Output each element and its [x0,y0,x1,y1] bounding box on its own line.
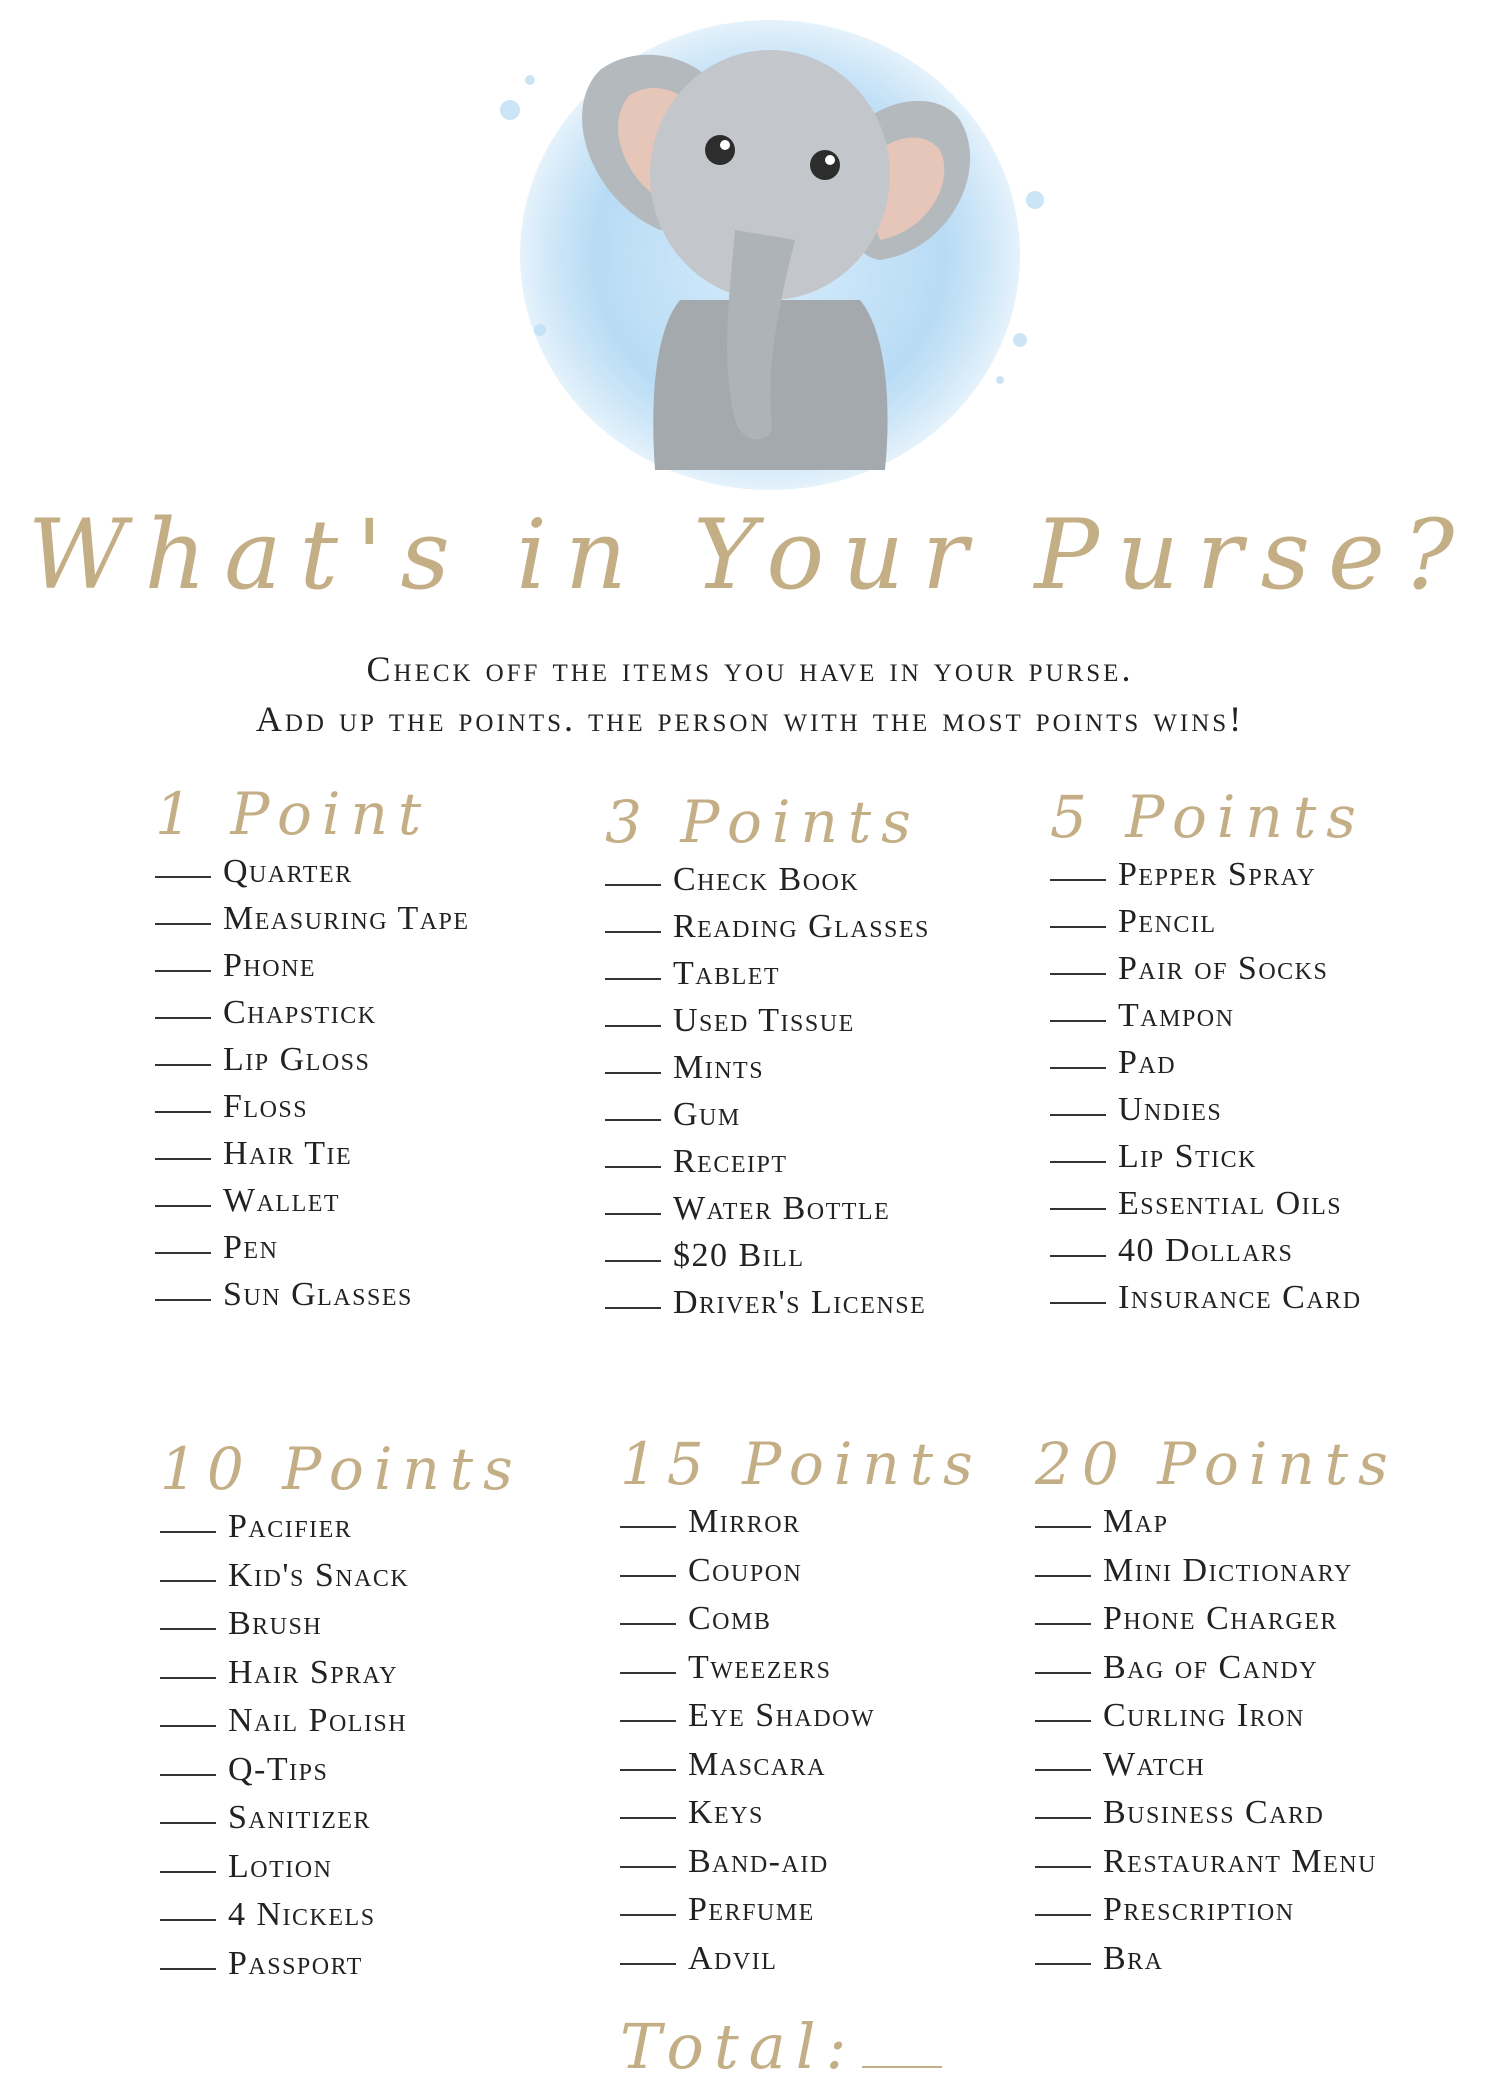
item-label: Essential Oils [1118,1185,1343,1222]
item-label: Gum [673,1096,741,1133]
item-label: Lip Gloss [223,1041,371,1078]
list-item[interactable] [620,1891,983,1940]
list-item[interactable] [155,1135,470,1182]
list-item[interactable] [620,1552,983,1601]
list-item[interactable] [1050,997,1366,1044]
checkbox-blank[interactable] [1035,1914,1091,1916]
list-item[interactable] [1035,1552,1398,1601]
checkbox-blank[interactable] [160,1628,216,1630]
checkbox-blank[interactable] [1050,879,1106,881]
item-label: Pair of Socks [1118,950,1329,987]
checkbox-blank[interactable] [620,1914,676,1916]
checkbox-blank[interactable] [160,1968,216,1970]
checkbox-blank[interactable] [160,1822,216,1824]
list-item[interactable] [620,1503,983,1552]
column-heading: 10 Points [160,1435,523,1503]
checkbox-blank[interactable] [160,1725,216,1727]
checkbox-blank[interactable] [605,1260,661,1262]
checkbox-blank[interactable] [605,884,661,886]
item-label: Mints [673,1049,765,1086]
item-label: Watch [1103,1745,1206,1783]
checkbox-blank[interactable] [1050,1067,1106,1069]
checkbox-blank[interactable] [155,1158,211,1160]
item-label: Business Card [1103,1794,1325,1831]
list-item[interactable] [155,900,470,947]
list-item[interactable] [1035,1600,1398,1649]
checkbox-blank[interactable] [155,923,211,925]
list-item[interactable] [620,1649,983,1698]
item-label: Brush [228,1605,323,1642]
list-item[interactable] [1050,950,1366,997]
list-item[interactable] [605,1237,930,1284]
instruction-line: Add up the points. the person with the most points wins! [255,699,1245,739]
points-column-1 [155,775,470,1323]
column-heading: 3 Points [605,788,921,856]
list-item[interactable] [620,1746,983,1795]
checkbox-blank[interactable] [155,1205,211,1207]
elephant-icon [480,0,1060,510]
list-item[interactable] [1035,1746,1398,1795]
checkbox-blank[interactable] [155,1111,211,1113]
list-item[interactable] [620,1843,983,1892]
item-label: Used Tissue [673,1002,855,1039]
item-label: Check Book [673,861,860,898]
list-item[interactable] [160,1654,523,1703]
points-column-10 [160,1430,523,1993]
checkbox-blank[interactable] [620,1817,676,1819]
list-item[interactable] [155,1276,470,1323]
item-label: Mirror [688,1503,801,1540]
checkbox-blank[interactable] [1035,1526,1091,1528]
list-item[interactable] [1035,1940,1398,1989]
checkbox-blank[interactable] [605,1166,661,1168]
column-heading: 5 Points [1050,783,1366,851]
list-item[interactable] [160,1508,523,1557]
instruction-line: Check off the items you have in your purse. [366,649,1134,689]
list-item[interactable] [605,1190,930,1237]
checkbox-blank[interactable] [1050,926,1106,928]
checkbox-blank[interactable] [605,1025,661,1027]
list-item[interactable] [1050,1232,1366,1279]
list-item[interactable] [1050,903,1366,950]
checkbox-blank[interactable] [160,1531,216,1533]
checkbox-blank[interactable] [1050,1255,1106,1257]
item-label: Bag of Candy [1103,1648,1319,1686]
checkbox-blank[interactable] [1050,1161,1106,1163]
checkbox-blank[interactable] [1035,1866,1091,1868]
item-label: Pacifier [228,1508,353,1545]
checkbox-blank[interactable] [155,1299,211,1301]
checkbox-blank[interactable] [1050,973,1106,975]
item-label: Hair Spray [228,1653,399,1691]
checkbox-blank[interactable] [620,1866,676,1868]
item-label: 40 Dollars [1118,1232,1294,1269]
checkbox-blank[interactable] [620,1720,676,1722]
item-label: Coupon [688,1551,803,1589]
list-item[interactable] [1035,1649,1398,1698]
list-item[interactable] [160,1751,523,1800]
list-item[interactable] [1050,1044,1366,1091]
item-label: Tampon [1118,997,1235,1034]
checkbox-blank[interactable] [160,1919,216,1921]
checkbox-blank[interactable] [605,931,661,933]
item-label: Restaurant Menu [1103,1842,1377,1880]
points-column-3 [605,783,930,1331]
checkbox-blank[interactable] [605,1119,661,1121]
item-label: Mascara [688,1745,827,1783]
list-item[interactable] [605,1284,930,1331]
item-label: Q-Tips [228,1750,329,1788]
checkbox-blank[interactable] [160,1871,216,1873]
item-label: Receipt [673,1143,788,1180]
list-item[interactable] [155,947,470,994]
item-label: Passport [228,1944,363,1982]
checkbox-blank[interactable] [1050,1114,1106,1116]
item-label: Quarter [223,853,353,890]
list-item[interactable] [155,1041,470,1088]
item-label: Band-aid [688,1842,829,1880]
list-item[interactable] [605,1049,930,1096]
column-heading: 20 Points [1035,1430,1398,1498]
list-item[interactable] [1035,1503,1398,1552]
checkbox-blank[interactable] [1035,1817,1091,1819]
item-label: Phone [223,947,317,984]
points-column-5 [1050,778,1366,1326]
checkbox-blank[interactable] [605,1213,661,1215]
item-label: Insurance Card [1118,1279,1362,1316]
column-heading: 15 Points [620,1430,983,1498]
item-label: Lotion [228,1847,333,1885]
list-item[interactable] [155,1182,470,1229]
item-list [1050,856,1366,1326]
checkbox-blank[interactable] [620,1526,676,1528]
item-label: Keys [688,1794,764,1831]
item-label: Sun Glasses [223,1276,413,1313]
item-label: Undies [1118,1091,1223,1128]
checkbox-blank[interactable] [155,1252,211,1254]
list-item[interactable] [155,1229,470,1276]
checkbox-blank[interactable] [160,1580,216,1582]
list-item[interactable] [605,955,930,1002]
list-item[interactable] [1050,1185,1366,1232]
list-item[interactable] [620,1697,983,1746]
list-item[interactable] [605,908,930,955]
checkbox-blank[interactable] [1035,1575,1091,1577]
list-item[interactable] [620,1940,983,1989]
item-label: Pepper Spray [1118,856,1317,893]
item-label: Pencil [1118,903,1217,940]
list-item[interactable] [1035,1891,1398,1940]
checkbox-blank[interactable] [620,1575,676,1577]
list-item[interactable] [605,1143,930,1190]
item-label: Water Bottle [673,1190,891,1227]
item-label: Hair Tie [223,1135,353,1172]
checkbox-blank[interactable] [155,876,211,878]
item-label: Reading Glasses [673,908,930,945]
item-label: $20 Bill [673,1237,805,1274]
checkbox-blank[interactable] [620,1769,676,1771]
item-label: Phone Charger [1103,1600,1338,1637]
item-label: Chapstick [223,994,377,1031]
checkbox-blank[interactable] [605,1307,661,1309]
item-list [155,853,470,1323]
list-item[interactable] [155,1088,470,1135]
item-label: 4 Nickels [228,1896,376,1933]
item-label: Curling Iron [1103,1697,1305,1734]
item-list [620,1503,983,1988]
list-item[interactable] [1050,856,1366,903]
checkbox-blank[interactable] [605,1072,661,1074]
list-item[interactable] [160,1896,523,1945]
checkbox-blank[interactable] [1035,1963,1091,1965]
checkbox-blank[interactable] [620,1672,676,1674]
item-label: Map [1103,1503,1169,1540]
list-item[interactable] [1050,1091,1366,1138]
item-label: Pen [223,1229,279,1266]
checkbox-blank[interactable] [155,1064,211,1066]
checkbox-blank[interactable] [1050,1020,1106,1022]
list-item[interactable] [620,1600,983,1649]
item-label: Driver's License [673,1284,927,1321]
item-list [605,861,930,1331]
list-item[interactable] [620,1794,983,1843]
checkbox-blank[interactable] [155,1017,211,1019]
list-item[interactable] [1035,1697,1398,1746]
item-label: Wallet [223,1182,341,1219]
total-blank[interactable] [862,2066,942,2068]
checkbox-blank[interactable] [1035,1769,1091,1771]
checkbox-blank[interactable] [160,1677,216,1679]
item-label: Pad [1118,1044,1177,1081]
item-list [1035,1503,1398,1988]
list-item[interactable] [160,1557,523,1606]
list-item[interactable] [160,1702,523,1751]
list-item[interactable] [155,994,470,1041]
list-item[interactable] [160,1605,523,1654]
column-heading: 1 Point [155,780,432,848]
item-label: Perfume [688,1891,815,1928]
checkbox-blank[interactable] [1050,1208,1106,1210]
list-item[interactable] [605,1002,930,1049]
item-label: Eye Shadow [688,1697,876,1734]
list-item[interactable] [155,853,470,900]
item-label: Nail Polish [228,1702,408,1739]
list-item[interactable] [1035,1843,1398,1892]
item-label: Measuring Tape [223,900,470,937]
list-item[interactable] [605,1096,930,1143]
list-item[interactable] [160,1848,523,1897]
item-label: Lip Stick [1118,1138,1258,1175]
checkbox-blank[interactable] [620,1963,676,1965]
checkbox-blank[interactable] [605,978,661,980]
points-column-15 [620,1425,983,1988]
item-label: Bra [1103,1939,1164,1977]
list-item[interactable] [1035,1794,1398,1843]
checkbox-blank[interactable] [1050,1302,1106,1304]
item-label: Tablet [673,955,781,992]
points-column-20 [1035,1425,1398,1988]
item-label: Mini Dictionary [1103,1551,1353,1589]
list-item[interactable] [160,1799,523,1848]
checkbox-blank[interactable] [1035,1720,1091,1722]
list-item[interactable] [160,1945,523,1994]
item-label: Kid's Snack [228,1556,410,1594]
item-label: Floss [223,1088,309,1125]
item-label: Sanitizer [228,1799,372,1836]
item-label: Comb [688,1600,772,1637]
item-label: Advil [688,1939,778,1977]
checkbox-blank[interactable] [620,1623,676,1625]
total-field[interactable] [620,2010,942,2083]
item-list [160,1508,523,1993]
checkbox-blank[interactable] [1035,1623,1091,1625]
total-label: Total: [620,2010,857,2083]
list-item[interactable] [605,861,930,908]
item-label: Prescription [1103,1891,1295,1928]
list-item[interactable] [1050,1138,1366,1185]
checkbox-blank[interactable] [160,1774,216,1776]
item-label: Tweezers [688,1648,832,1686]
checkbox-blank[interactable] [155,970,211,972]
list-item[interactable] [1050,1279,1366,1326]
checkbox-blank[interactable] [1035,1672,1091,1674]
page-title: What's in Your Purse? [27,499,1473,611]
